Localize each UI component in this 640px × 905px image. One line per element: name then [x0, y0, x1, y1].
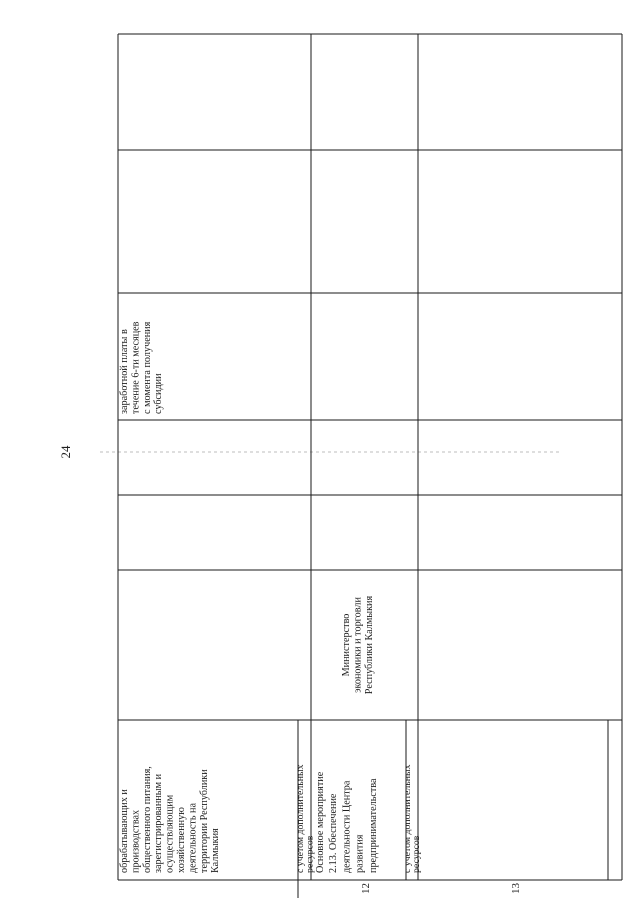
resources-cell-12: [402, 764, 422, 873]
executor-cell-12-line: Республики Калмыкия: [363, 595, 375, 695]
resources-cell-top-line: ресурсов: [304, 835, 316, 873]
measure-cell-12-line: развития: [354, 834, 366, 873]
executor-cell-12-line: Министерство: [341, 613, 352, 677]
task-cell-continued-line: зарегистрированным и: [153, 773, 165, 873]
resources-cell-top: [295, 764, 315, 873]
row-number-12: 12: [360, 883, 372, 894]
task-cell-continued-line: деятельность на: [187, 802, 199, 873]
task-cell-continued-line: территории Республики: [198, 769, 210, 873]
result-cell-top-line: заработной платы в: [119, 329, 130, 414]
measure-cell-12-line: 2.13. Обеспечение: [328, 793, 340, 873]
result-cell-top-line: субсидии: [153, 373, 165, 414]
row-number-13: 13: [510, 883, 522, 894]
result-cell-top: [119, 321, 164, 414]
task-cell-continued: [119, 766, 221, 873]
measure-cell-12-line: деятельности Центра: [341, 780, 353, 873]
task-cell-continued-line: хозяйственную: [176, 807, 187, 873]
executor-cell-12: [341, 595, 375, 694]
task-cell-continued-line: Калмыкия: [210, 828, 222, 873]
task-cell-continued-line: осуществляющим: [164, 794, 176, 873]
task-cell-continued-line: обрабатывающих и: [119, 789, 130, 873]
result-cell-top-line: течение 6-ти месяцев: [130, 321, 142, 414]
page-number: 24: [58, 445, 73, 459]
task-cell-continued-line: производствах: [130, 809, 142, 873]
resources-cell-top-line: с учетом дополнительных: [295, 764, 306, 873]
resources-cell-12-line: с учетом дополнительных: [402, 764, 413, 873]
resources-cell-12-line: ресурсов: [411, 835, 423, 873]
measure-cell-12-line: Основное мероприятие: [315, 771, 326, 873]
executor-cell-12-line: экономики и торговли: [352, 597, 364, 693]
task-cell-continued-line: общественного питания,: [141, 766, 153, 873]
measure-cell-12-line: предпринимательства: [367, 778, 379, 873]
measure-cell-12: [315, 771, 379, 873]
result-cell-top-line: с момента получения: [141, 321, 153, 414]
